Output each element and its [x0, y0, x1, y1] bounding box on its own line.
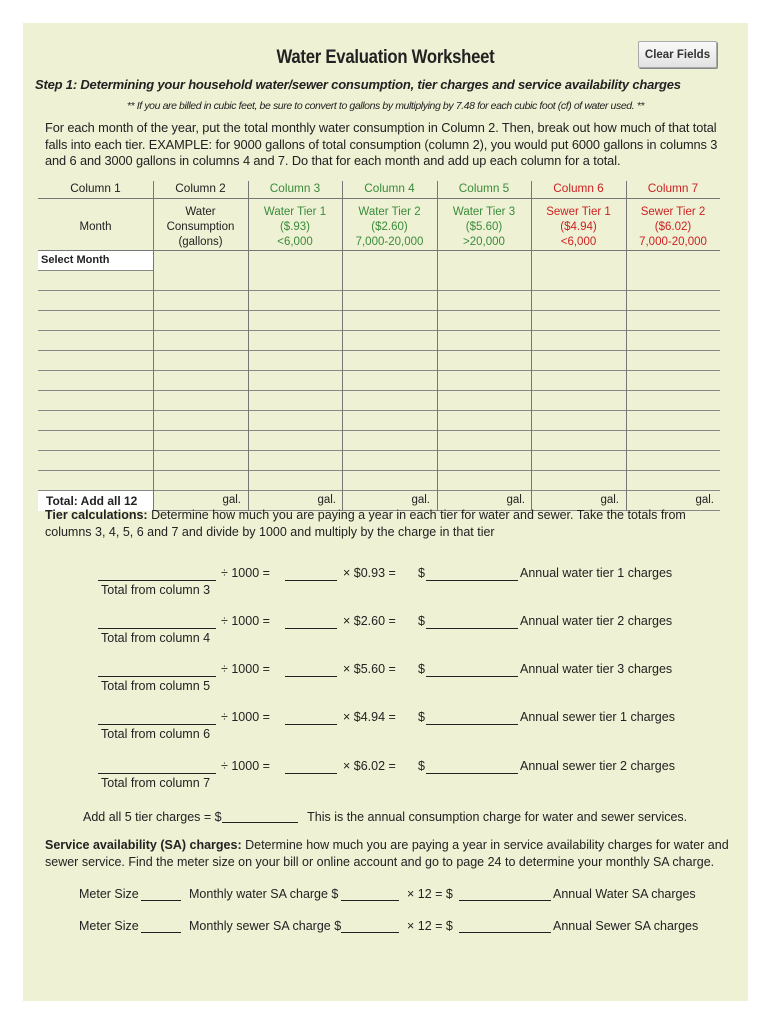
column-total-field[interactable] [98, 711, 216, 725]
table-row[interactable] [38, 291, 720, 311]
table-row[interactable] [38, 371, 720, 391]
charge-field[interactable] [426, 760, 518, 774]
monthly-sa-field[interactable] [341, 919, 399, 933]
column-4-header: Column 4 [364, 181, 415, 195]
column-3-header: Column 3 [269, 181, 321, 195]
col3-sublabel: Water Tier 1 ($.93) <6,000 [263, 206, 327, 248]
divide-label: ÷ 1000 = [221, 662, 270, 676]
meter-size-label: Meter Size [79, 887, 139, 901]
column-6-header: Column 6 [553, 181, 604, 195]
select-month-dropdown[interactable]: Select Month [38, 251, 153, 271]
dollar-sign: $ [418, 662, 425, 676]
table-row[interactable] [38, 311, 720, 331]
table-row[interactable] [38, 451, 720, 471]
col3-total-unit: gal. [317, 494, 336, 506]
grid-line [248, 181, 249, 511]
column-5-header: Column 5 [458, 181, 510, 195]
add-all-tier-charges [83, 807, 687, 824]
divided-field[interactable] [285, 663, 337, 677]
source-label: Total from column 3 [101, 583, 211, 597]
meter-size-label: Meter Size [79, 919, 139, 933]
charge-field[interactable] [426, 663, 518, 677]
col4-total-unit: gal. [411, 494, 430, 506]
column-2-header: Column 2 [175, 181, 226, 195]
tier-calculations-text: Determine how much you are paying a year in each tier for water and sewer. Take the totals from columns 3, 4, 5, 6 and 7 and divide by 1000 and multiply by the charge in that tier [45, 508, 686, 539]
col5-sublabel: Water Tier 3 ($5.60) >20,000 [452, 206, 516, 248]
add-all-description: This is the annual consumption charge for water and sewer services. [307, 810, 688, 824]
worksheet-page [23, 23, 748, 1001]
step1-heading: Step 1: Determining your household water/sewer consumption, tier charges and service availability charges [35, 77, 681, 92]
grid-line [437, 181, 438, 511]
table-row[interactable] [38, 331, 720, 351]
multiply-label: × 12 = $ [407, 887, 453, 901]
rate-label: × $4.94 = [343, 710, 396, 724]
source-label: Total from column 7 [101, 776, 211, 790]
total-label: Total: Add all 12 [38, 491, 153, 511]
sa-row-water [79, 887, 739, 905]
annual-sa-label: Annual Water SA charges [553, 887, 696, 901]
annual-sa-field[interactable] [459, 919, 551, 933]
divide-label: ÷ 1000 = [221, 566, 270, 580]
dollar-sign: $ [418, 614, 425, 628]
column-7-header: Column 7 [647, 181, 699, 195]
grid-line [342, 181, 343, 511]
result-label: Annual water tier 3 charges [520, 662, 673, 676]
grid-line [531, 181, 532, 511]
divide-label: ÷ 1000 = [221, 759, 270, 773]
sa-text: Determine how much you are paying a year in service availability charges for water and sewer service. Find the meter size on your bill or online account and go to page 24 to determine your monthly SA charge. [45, 838, 729, 869]
monthly-sa-field[interactable] [341, 887, 399, 901]
annual-consumption-field[interactable] [222, 809, 298, 823]
col7-sublabel: Sewer Tier 2 ($6.02) 7,000-20,000 [639, 206, 707, 248]
result-label: Annual sewer tier 2 charges [520, 759, 675, 773]
table-row[interactable] [38, 271, 720, 291]
clear-fields-button[interactable]: Clear Fields [638, 41, 717, 68]
table-header-row [38, 181, 720, 199]
source-label: Total from column 4 [101, 631, 211, 645]
table-row[interactable] [38, 351, 720, 371]
meter-size-field[interactable] [141, 919, 181, 933]
divided-field[interactable] [285, 760, 337, 774]
monthly-sa-label: Monthly sewer SA charge $ [189, 919, 342, 933]
grid-line [153, 181, 154, 511]
divided-field[interactable] [285, 567, 337, 581]
dollar-sign: $ [418, 566, 425, 580]
source-label: Total from column 6 [101, 727, 211, 741]
charge-field[interactable] [426, 711, 518, 725]
column-total-field[interactable] [98, 663, 216, 677]
col2-sublabel: Water Consumption (gallons) [166, 206, 235, 248]
result-label: Annual water tier 1 charges [520, 566, 673, 580]
result-label: Annual sewer tier 1 charges [520, 710, 675, 724]
col6-total-unit: gal. [600, 494, 619, 506]
table-row[interactable] [38, 411, 720, 431]
column-total-field[interactable] [98, 567, 216, 581]
table-row[interactable] [38, 431, 720, 451]
result-label: Annual water tier 2 charges [520, 614, 673, 628]
annual-sa-field[interactable] [459, 887, 551, 901]
table-row[interactable] [38, 471, 720, 491]
col4-sublabel: Water Tier 2 ($2.60) 7,000-20,000 [355, 206, 424, 248]
annual-sa-label: Annual Sewer SA charges [553, 919, 699, 933]
divide-label: ÷ 1000 = [221, 614, 270, 628]
column-total-field[interactable] [98, 760, 216, 774]
sa-instructions [45, 837, 735, 871]
column-total-field[interactable] [98, 615, 216, 629]
rate-label: × $5.60 = [343, 662, 396, 676]
tier-calculations-instructions [45, 507, 725, 541]
page-title: Water Evaluation Worksheet [276, 47, 495, 68]
add-all-label: Add all 5 tier charges = $ [83, 810, 222, 824]
col1-label: Month [79, 221, 112, 233]
sa-row-sewer [79, 919, 739, 937]
column-1-header: Column 1 [70, 181, 121, 195]
table-subheader-row [38, 199, 720, 251]
monthly-sa-label: Monthly water SA charge $ [189, 887, 339, 901]
col6-sublabel: Sewer Tier 1 ($4.94) <6,000 [546, 206, 611, 248]
sa-heading: Service availability (SA) charges: [45, 838, 242, 852]
rate-label: × $2.60 = [343, 614, 396, 628]
charge-field[interactable] [426, 567, 518, 581]
multiply-label: × 12 = $ [407, 919, 453, 933]
rate-label: × $6.02 = [343, 759, 396, 773]
source-label: Total from column 5 [101, 679, 211, 693]
cubic-feet-note: ** If you are billed in cubic feet, be sure to convert to gallons by multiplying by 7.48 for each cubic foot (cf) of water used. ** [126, 100, 645, 112]
tier-calculations-heading: Tier calculations: [45, 508, 148, 522]
col7-total-unit: gal. [695, 494, 714, 506]
col5-total-unit: gal. [506, 494, 525, 506]
table-row[interactable] [38, 391, 720, 411]
divide-label: ÷ 1000 = [221, 710, 270, 724]
instructions: For each month of the year, put the total monthly water consumption in Column 2. Then, break out how much of that total falls into each tier. EXAMPLE: for 9000 gallons of total consumption (column 2), you would put 6000 gallons in columns 3 and 6 and 3000 gallons in columns 4 and 7. Do that for each month and add up each column for a total. [45, 120, 718, 168]
divided-field[interactable] [285, 615, 337, 629]
grid-line [626, 181, 627, 511]
meter-size-field[interactable] [141, 887, 181, 901]
charge-field[interactable] [426, 615, 518, 629]
dollar-sign: $ [418, 710, 425, 724]
dollar-sign: $ [418, 759, 425, 773]
divided-field[interactable] [285, 711, 337, 725]
rate-label: × $0.93 = [343, 566, 396, 580]
col2-total-unit: gal. [222, 494, 241, 506]
